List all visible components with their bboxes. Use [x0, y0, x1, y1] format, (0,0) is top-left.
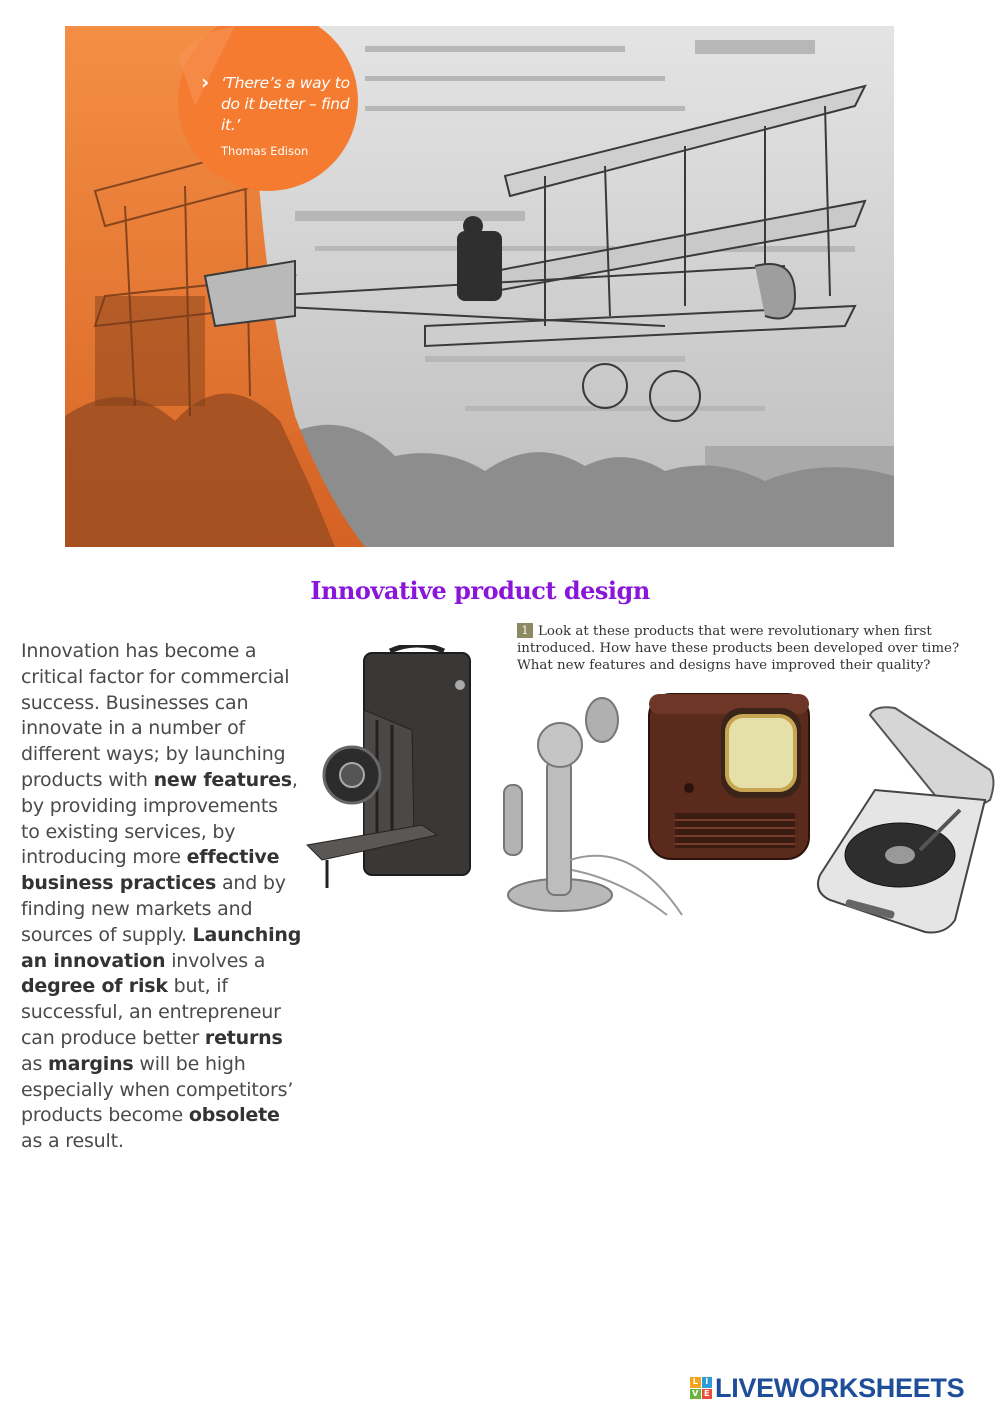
key-term: new features [153, 768, 292, 791]
intro-line [21, 949, 321, 975]
intro-text: involves a [165, 949, 266, 972]
intro-text: introducing more [21, 846, 187, 869]
intro-line [21, 639, 321, 665]
intro-text: products become [21, 1104, 189, 1127]
intro-text: and by [216, 872, 286, 895]
intro-text: critical factor for commercial [21, 665, 290, 688]
intro-line [21, 923, 321, 949]
page-title: Innovative product design [310, 576, 650, 605]
intro-text: as [21, 1052, 48, 1075]
intro-line [21, 1000, 321, 1026]
intro-text: to existing services, by [21, 820, 236, 843]
intro-line [21, 665, 321, 691]
intro-text: innovate in a number of [21, 717, 246, 740]
intro-text: success. Businesses can [21, 691, 249, 714]
vintage-television-image [645, 688, 815, 863]
brand-name: LIVEWORKSHEETS [715, 1372, 965, 1403]
intro-line [21, 716, 321, 742]
key-term: effective [186, 846, 280, 869]
key-term: obsolete [188, 1104, 280, 1127]
hero-image [65, 26, 894, 547]
intro-text: Innovation has become a [21, 640, 257, 662]
portable-record-player-image [805, 700, 999, 940]
intro-text: by providing improvements [21, 794, 278, 817]
task-number-badge: 1 [517, 623, 533, 638]
intro-text: sources of supply. [21, 923, 193, 946]
intro-text: but, if [167, 975, 228, 998]
task-instruction [517, 623, 982, 674]
key-term: business practices [21, 872, 217, 895]
intro-text: different ways; by launching [21, 743, 286, 766]
intro-text: can produce better [21, 1026, 205, 1049]
intro-line [21, 1026, 321, 1052]
intro-text: , [291, 768, 298, 791]
intro-line [21, 1078, 321, 1104]
intro-text: will be high [133, 1052, 246, 1075]
intro-text: especially when competitors’ [21, 1078, 294, 1101]
folding-camera-image [302, 645, 482, 890]
hero-quote-author: Thomas Edison [221, 144, 309, 158]
intro-paragraph [21, 639, 321, 1155]
intro-line [21, 691, 321, 717]
key-term: returns [204, 1026, 283, 1049]
intro-text: finding new markets and [21, 897, 253, 920]
key-term: an innovation [21, 949, 166, 972]
hero-quote: ‘There’s a way to do it better – find it.’ [221, 74, 350, 134]
intro-line [21, 1103, 321, 1129]
key-term: margins [47, 1052, 134, 1075]
liveworksheets-logo [690, 1373, 964, 1403]
intro-text: as a result. [21, 1130, 124, 1153]
intro-line [21, 768, 321, 794]
key-term: degree of risk [21, 975, 168, 998]
intro-line [21, 742, 321, 768]
task-text: Look at these products that were revolutionary when first introduced. How have these products been developed over time? What new features and designs have improved their quality? [517, 624, 960, 673]
intro-line [21, 897, 321, 923]
intro-text: successful, an entrepreneur [21, 1001, 281, 1024]
intro-line [21, 794, 321, 820]
key-term: Launching [192, 923, 302, 946]
intro-line [21, 820, 321, 846]
intro-line [21, 1052, 321, 1078]
intro-line [21, 1129, 321, 1155]
intro-line [21, 974, 321, 1000]
airplane-photo [65, 26, 894, 547]
intro-text: products with [21, 768, 154, 791]
liveworksheets-logo-icon: L I V E [690, 1377, 712, 1399]
intro-line [21, 845, 321, 871]
chevron-right-icon: › [201, 70, 210, 94]
intro-line [21, 871, 321, 897]
